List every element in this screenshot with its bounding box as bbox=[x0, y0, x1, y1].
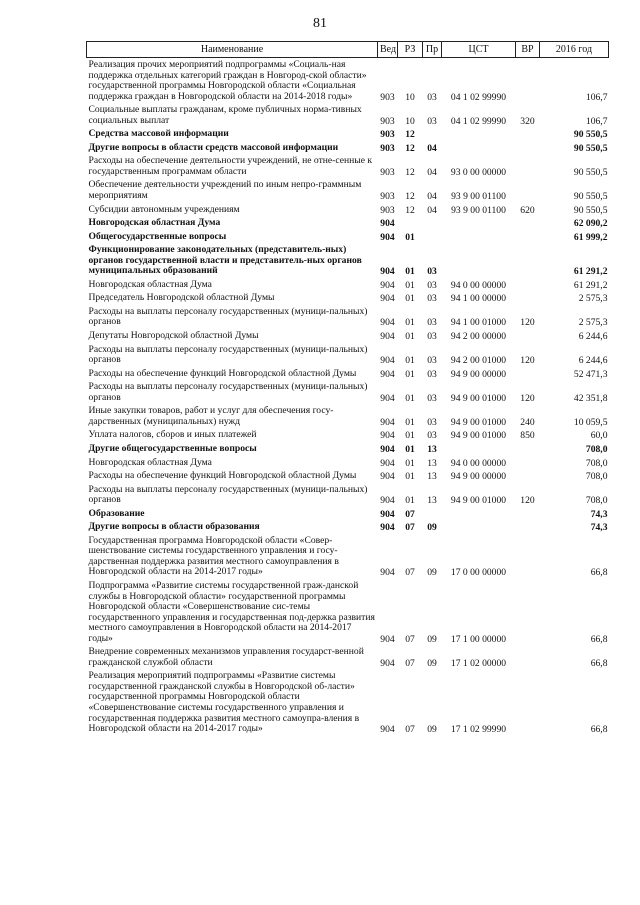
header-year: 2016 год bbox=[540, 42, 609, 58]
cell-sum: 66,8 bbox=[590, 633, 608, 645]
cell-pr bbox=[423, 507, 442, 521]
cell-vr bbox=[516, 58, 540, 104]
header-ved: Вед bbox=[378, 42, 398, 58]
table-row bbox=[87, 329, 609, 343]
cell-cst: 17 1 02 99990 bbox=[450, 724, 507, 736]
cell-pr: 03 bbox=[427, 368, 437, 380]
table-row bbox=[87, 203, 609, 217]
header-rz: РЗ bbox=[398, 42, 423, 58]
cell-vr bbox=[516, 507, 540, 521]
cell-sum: 708,0 bbox=[585, 495, 608, 507]
cell-ved: 904 bbox=[380, 657, 395, 669]
cell-cst: 94 0 00 00000 bbox=[450, 279, 507, 291]
cell-cst: 94 2 00 00000 bbox=[450, 331, 507, 343]
cell-pr: 04 bbox=[427, 191, 437, 203]
cell-ved: 903 bbox=[380, 191, 395, 203]
cell-vr bbox=[516, 579, 540, 645]
cell-name: Средства массовой информации bbox=[88, 128, 229, 140]
header-name: Наименование bbox=[87, 42, 378, 58]
cell-vr bbox=[516, 645, 540, 669]
table-row bbox=[87, 58, 609, 104]
header-vr: ВР bbox=[516, 42, 540, 58]
cell-ved: 904 bbox=[380, 471, 395, 483]
cell-name: Общегосударственные вопросы bbox=[88, 230, 227, 242]
cell-rz: 01 bbox=[405, 368, 415, 380]
cell-name: Другие общегосударственные вопросы bbox=[88, 442, 257, 454]
table-row bbox=[87, 534, 609, 579]
cell-ved: 903 bbox=[380, 142, 395, 154]
cell-sum: 106,7 bbox=[585, 115, 608, 127]
cell-ved: 904 bbox=[380, 495, 395, 507]
cell-pr: 03 bbox=[427, 91, 437, 103]
cell-name: Реализация мероприятий подпрограммы «Развитие системы государственной гражданской службы в Новгородской об-ласти» государственной программы Новгородской области «Совершенствование системы государственного управления и государственная поддержка развития местного самоупра-вления в Новгородской области на 2014-2017 годы» bbox=[88, 670, 360, 735]
cell-pr: 09 bbox=[427, 724, 437, 736]
cell-cst: 94 9 00 01000 bbox=[450, 430, 507, 442]
cell-pr: 03 bbox=[427, 430, 437, 442]
cell-pr: 04 bbox=[427, 142, 437, 154]
cell-name: Образование bbox=[88, 507, 145, 519]
table-row bbox=[87, 230, 609, 244]
cell-pr: 03 bbox=[427, 416, 437, 428]
cell-ved: 904 bbox=[380, 317, 395, 329]
cell-sum: 66,8 bbox=[590, 657, 608, 669]
cell-vr bbox=[516, 669, 540, 735]
cell-rz: 01 bbox=[405, 266, 415, 278]
cell-sum: 66,8 bbox=[590, 567, 608, 579]
cell-vr bbox=[516, 127, 540, 141]
cell-sum: 66,8 bbox=[590, 724, 608, 736]
cell-rz: 01 bbox=[405, 317, 415, 329]
cell-ved: 904 bbox=[380, 567, 395, 579]
cell-cst bbox=[442, 520, 516, 534]
cell-vr: 620 bbox=[520, 204, 535, 216]
cell-vr bbox=[516, 141, 540, 155]
cell-name: Расходы на обеспечение деятельности учреждений, не отне-сенные к государственным программам области bbox=[88, 155, 373, 177]
cell-ved: 903 bbox=[380, 166, 395, 178]
cell-name: Функционирование законодательных (представитель-ных) органов государственной власти и представитель-ных органов муниципальных образований bbox=[88, 244, 362, 277]
cell-pr: 03 bbox=[427, 392, 437, 404]
cell-cst bbox=[442, 141, 516, 155]
cell-sum: 62 090,2 bbox=[573, 218, 608, 230]
table-body bbox=[87, 58, 609, 736]
cell-cst: 94 9 00 01000 bbox=[450, 495, 507, 507]
cell-cst: 04 1 02 99990 bbox=[450, 91, 507, 103]
cell-vr: 120 bbox=[520, 392, 535, 404]
table-row bbox=[87, 154, 609, 178]
cell-cst: 93 0 00 00000 bbox=[450, 166, 507, 178]
cell-ved: 904 bbox=[380, 293, 395, 305]
cell-vr bbox=[516, 329, 540, 343]
cell-pr: 13 bbox=[427, 471, 437, 483]
cell-ved: 904 bbox=[380, 443, 395, 455]
cell-sum: 42 351,8 bbox=[573, 392, 608, 404]
cell-rz: 01 bbox=[405, 495, 415, 507]
cell-rz: 07 bbox=[405, 522, 415, 534]
cell-pr: 09 bbox=[427, 633, 437, 645]
cell-rz: 12 bbox=[405, 142, 415, 154]
table-row bbox=[87, 507, 609, 521]
cell-rz: 01 bbox=[405, 231, 415, 243]
cell-rz: 01 bbox=[405, 416, 415, 428]
cell-rz: 07 bbox=[405, 724, 415, 736]
cell-cst: 17 1 00 00000 bbox=[450, 633, 507, 645]
cell-pr: 03 bbox=[427, 317, 437, 329]
table-row bbox=[87, 428, 609, 442]
cell-rz: 10 bbox=[405, 115, 415, 127]
cell-cst: 17 1 02 00000 bbox=[450, 657, 507, 669]
cell-rz: 01 bbox=[405, 471, 415, 483]
cell-sum: 10 059,5 bbox=[573, 416, 608, 428]
cell-rz: 07 bbox=[405, 508, 415, 520]
table-row bbox=[87, 579, 609, 645]
table-row bbox=[87, 367, 609, 381]
cell-pr: 03 bbox=[427, 266, 437, 278]
cell-rz: 12 bbox=[405, 191, 415, 203]
cell-name: Расходы на выплаты персоналу государственных (муници-пальных) органов bbox=[88, 483, 368, 506]
cell-pr: 13 bbox=[427, 495, 437, 507]
cell-rz: 01 bbox=[405, 331, 415, 343]
cell-vr: 320 bbox=[520, 115, 535, 127]
cell-vr bbox=[516, 291, 540, 305]
cell-vr: 120 bbox=[520, 495, 535, 507]
cell-vr bbox=[516, 278, 540, 292]
cell-sum: 2 575,3 bbox=[578, 293, 608, 305]
cell-ved: 904 bbox=[380, 508, 395, 520]
cell-ved: 904 bbox=[380, 355, 395, 367]
cell-name: Субсидии автономным учреждениям bbox=[88, 203, 240, 215]
cell-rz: 07 bbox=[405, 567, 415, 579]
cell-cst: 93 9 00 01100 bbox=[451, 191, 506, 203]
cell-name: Расходы на выплаты персоналу государственных (муници-пальных) органов bbox=[88, 343, 368, 366]
cell-cst bbox=[442, 442, 516, 456]
cell-pr bbox=[423, 127, 442, 141]
budget-table bbox=[86, 41, 609, 736]
cell-sum: 90 550,5 bbox=[573, 129, 608, 141]
cell-name: Государственная программа Новгородской области «Совер-шенствование системы государственного управления и госу-дарственная поддержка развития местного самоуправления в Новгородской области на 2014-2017 годы» bbox=[88, 534, 339, 578]
cell-sum: 52 471,3 bbox=[573, 368, 608, 380]
cell-rz: 01 bbox=[405, 443, 415, 455]
cell-ved: 904 bbox=[380, 416, 395, 428]
cell-rz: 01 bbox=[405, 355, 415, 367]
cell-pr: 04 bbox=[427, 204, 437, 216]
cell-pr: 03 bbox=[427, 293, 437, 305]
cell-ved: 904 bbox=[380, 279, 395, 291]
cell-rz: 12 bbox=[405, 166, 415, 178]
cell-vr bbox=[516, 534, 540, 579]
table-row bbox=[87, 103, 609, 127]
cell-sum: 106,7 bbox=[585, 91, 608, 103]
cell-ved: 904 bbox=[380, 392, 395, 404]
cell-vr bbox=[516, 230, 540, 244]
cell-sum: 90 550,5 bbox=[573, 191, 608, 203]
cell-ved: 904 bbox=[380, 633, 395, 645]
table-row bbox=[87, 278, 609, 292]
cell-vr bbox=[516, 367, 540, 381]
cell-ved: 903 bbox=[380, 115, 395, 127]
cell-pr: 09 bbox=[427, 657, 437, 669]
cell-name: Подпрограмма «Развитие системы государственной граж-данской службы в Новгородской области» государственной программы Новгородской области «Совершенствование сис-темы государственного управления и государственная под-держка развития местного самоуправления в Новгородской области на 2014-2017 годы» bbox=[88, 579, 375, 644]
cell-name: Новгородская областная Дума bbox=[88, 456, 212, 468]
cell-name: Внедрение современных механизмов управления государст-венной гражданской службой области bbox=[88, 646, 364, 668]
cell-cst: 94 1 00 00000 bbox=[450, 293, 507, 305]
cell-ved: 904 bbox=[380, 724, 395, 736]
cell-name: Расходы на обеспечение функций Новгородской областной Думы bbox=[88, 367, 357, 379]
cell-sum: 6 244,6 bbox=[578, 355, 608, 367]
header-pr: Пр bbox=[423, 42, 442, 58]
cell-vr bbox=[516, 456, 540, 470]
cell-cst bbox=[442, 243, 516, 278]
header-cst: ЦСТ bbox=[442, 42, 516, 58]
cell-rz: 01 bbox=[405, 293, 415, 305]
cell-pr: 13 bbox=[427, 443, 437, 455]
cell-vr: 120 bbox=[520, 317, 535, 329]
cell-sum: 74,3 bbox=[590, 508, 608, 520]
cell-pr: 09 bbox=[427, 522, 437, 534]
cell-cst: 93 9 00 01100 bbox=[451, 204, 506, 216]
table-row bbox=[87, 141, 609, 155]
cell-pr: 04 bbox=[427, 166, 437, 178]
cell-vr bbox=[516, 216, 540, 230]
cell-name: Депутаты Новгородской областной Думы bbox=[88, 330, 259, 342]
cell-pr: 03 bbox=[427, 279, 437, 291]
cell-ved: 904 bbox=[380, 218, 395, 230]
cell-vr: 850 bbox=[520, 430, 535, 442]
cell-name: Иные закупки товаров, работ и услуг для обеспечения госу-дарственных (муниципальных) нужд bbox=[88, 405, 334, 427]
cell-name: Другие вопросы в области средств массовой информации bbox=[88, 141, 339, 153]
cell-rz: 01 bbox=[405, 430, 415, 442]
cell-vr bbox=[516, 520, 540, 534]
cell-sum: 61 291,2 bbox=[573, 266, 608, 278]
cell-vr: 120 bbox=[520, 355, 535, 367]
cell-vr bbox=[516, 243, 540, 278]
cell-vr bbox=[516, 469, 540, 483]
cell-rz: 07 bbox=[405, 657, 415, 669]
page-number: 81 bbox=[313, 16, 327, 31]
cell-sum: 708,0 bbox=[585, 457, 608, 469]
cell-pr: 09 bbox=[427, 567, 437, 579]
cell-ved: 904 bbox=[380, 430, 395, 442]
table-row bbox=[87, 456, 609, 470]
cell-cst: 94 1 00 01000 bbox=[450, 317, 507, 329]
table-row bbox=[87, 178, 609, 202]
table-row bbox=[87, 305, 609, 329]
cell-rz: 07 bbox=[405, 633, 415, 645]
cell-name: Новгородская областная Дума bbox=[88, 278, 212, 290]
cell-vr: 240 bbox=[520, 416, 535, 428]
table-row bbox=[87, 469, 609, 483]
cell-name: Расходы на выплаты персоналу государственных (муници-пальных) органов bbox=[88, 381, 368, 403]
cell-cst: 94 0 00 00000 bbox=[450, 457, 507, 469]
cell-sum: 6 244,6 bbox=[578, 331, 608, 343]
cell-name: Председатель Новгородской областной Думы bbox=[88, 292, 275, 304]
table-row bbox=[87, 291, 609, 305]
cell-sum: 708,0 bbox=[585, 471, 608, 483]
cell-sum: 2 575,3 bbox=[578, 317, 608, 329]
cell-pr: 03 bbox=[427, 115, 437, 127]
cell-sum: 61 999,2 bbox=[573, 231, 608, 243]
cell-rz bbox=[398, 216, 423, 230]
cell-cst: 94 9 00 01000 bbox=[450, 416, 507, 428]
table-header-row bbox=[87, 42, 609, 58]
cell-ved: 904 bbox=[380, 266, 395, 278]
cell-pr: 03 bbox=[427, 355, 437, 367]
cell-sum: 90 550,5 bbox=[573, 142, 608, 154]
cell-rz: 10 bbox=[405, 91, 415, 103]
cell-ved: 904 bbox=[380, 331, 395, 343]
cell-name: Другие вопросы в области образования bbox=[88, 521, 260, 533]
cell-ved: 903 bbox=[380, 129, 395, 141]
cell-ved: 903 bbox=[380, 91, 395, 103]
table-row bbox=[87, 127, 609, 141]
cell-ved: 903 bbox=[380, 204, 395, 216]
cell-sum: 90 550,5 bbox=[573, 204, 608, 216]
cell-sum: 61 291,2 bbox=[573, 279, 608, 291]
table-row bbox=[87, 442, 609, 456]
cell-cst: 04 1 02 99990 bbox=[450, 115, 507, 127]
table-row bbox=[87, 483, 609, 507]
cell-sum: 60,0 bbox=[590, 430, 608, 442]
cell-cst: 94 9 00 00000 bbox=[450, 368, 507, 380]
cell-rz: 12 bbox=[405, 129, 415, 141]
cell-ved: 904 bbox=[380, 368, 395, 380]
cell-name: Обеспечение деятельности учреждений по иным непро-граммным мероприятиям bbox=[88, 179, 362, 202]
cell-cst: 17 0 00 00000 bbox=[450, 567, 507, 579]
cell-vr bbox=[516, 178, 540, 202]
table-row bbox=[87, 380, 609, 404]
cell-name: Реализация прочих мероприятий подпрограммы «Социаль-ная поддержка отдельных категорий граждан в Новгород-ской области» государственной программы Новгородской области «Социальная поддержка граждан в Новгородской области на 2014-2018 годы» bbox=[88, 59, 367, 102]
cell-pr: 13 bbox=[427, 457, 437, 469]
cell-cst: 94 2 00 01000 bbox=[450, 355, 507, 367]
cell-cst bbox=[442, 216, 516, 230]
table-row bbox=[87, 243, 609, 278]
table-row bbox=[87, 645, 609, 669]
table-row bbox=[87, 216, 609, 230]
cell-pr bbox=[423, 230, 442, 244]
table-row bbox=[87, 343, 609, 367]
cell-name: Социальные выплаты гражданам, кроме публичных норма-тивных социальных выплат bbox=[88, 104, 362, 126]
cell-pr bbox=[423, 216, 442, 230]
cell-rz: 12 bbox=[405, 204, 415, 216]
cell-rz: 01 bbox=[405, 457, 415, 469]
cell-sum: 90 550,5 bbox=[573, 166, 608, 178]
cell-name: Расходы на выплаты персоналу государственных (муници-пальных) органов bbox=[88, 305, 368, 328]
cell-name: Уплата налогов, сборов и иных платежей bbox=[88, 429, 257, 441]
cell-vr bbox=[516, 442, 540, 456]
cell-vr bbox=[516, 154, 540, 178]
cell-cst bbox=[442, 507, 516, 521]
table-row bbox=[87, 669, 609, 735]
cell-ved: 904 bbox=[380, 457, 395, 469]
cell-ved: 904 bbox=[380, 231, 395, 243]
cell-rz: 01 bbox=[405, 392, 415, 404]
cell-pr: 03 bbox=[427, 331, 437, 343]
cell-cst bbox=[442, 230, 516, 244]
cell-cst: 94 9 00 01000 bbox=[450, 392, 507, 404]
table-row bbox=[87, 520, 609, 534]
cell-rz: 01 bbox=[405, 279, 415, 291]
cell-ved: 904 bbox=[380, 522, 395, 534]
cell-name: Новгородская областная Дума bbox=[88, 217, 221, 229]
cell-name: Расходы на обеспечение функций Новгородской областной Думы bbox=[88, 470, 357, 482]
cell-cst: 94 9 00 00000 bbox=[450, 471, 507, 483]
cell-sum: 708,0 bbox=[585, 443, 608, 455]
cell-cst bbox=[442, 127, 516, 141]
cell-sum: 74,3 bbox=[590, 522, 608, 534]
table-row bbox=[87, 404, 609, 428]
